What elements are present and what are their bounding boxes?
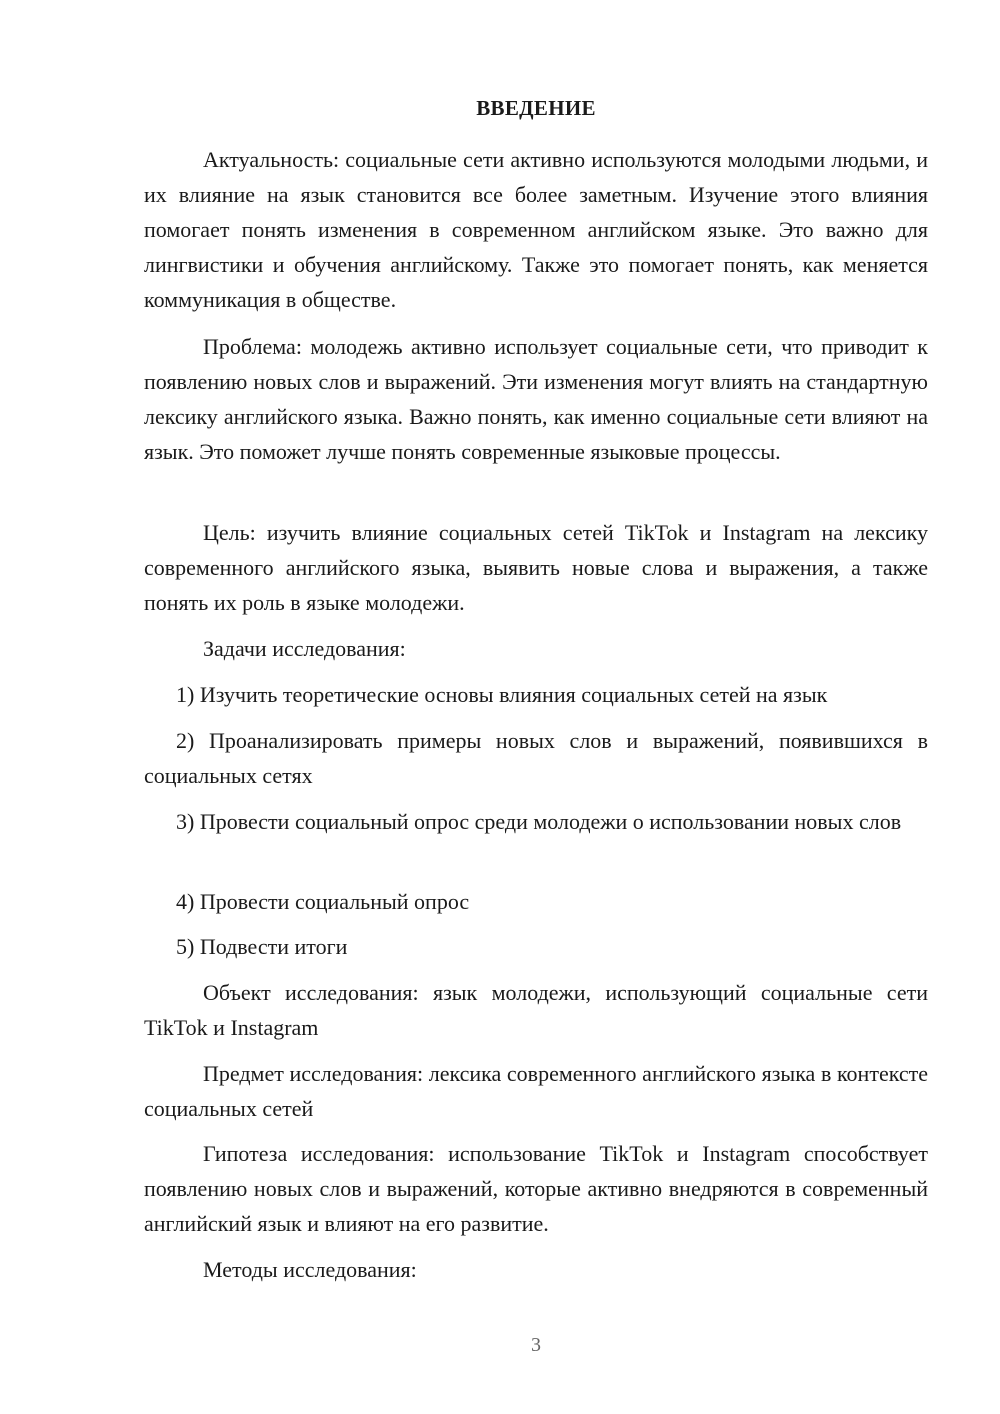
goal-paragraph: Цель: изучить влияние социальных сетей TikTok и Instagram на лексику современного английского языка, выявить новые слова и выражения, а также понять их роль в языке молодежи.: [144, 520, 928, 615]
methods-paragraph: Методы исследования:: [203, 1257, 417, 1282]
task-item-3: 3) Провести социальный опрос среди молодежи о использовании новых слов: [176, 809, 902, 834]
object-paragraph: Объект исследования: язык молодежи, использующий социальные сети TikTok и Instagram: [144, 980, 928, 1040]
task-item-5: 5) Подвести итоги: [176, 934, 348, 959]
tasks-heading: Задачи исследования:: [203, 636, 406, 661]
relevance-paragraph: Актуальность: социальные сети активно используются молодыми людьми, и их влияние на язык становится все более заметным. Изучение этого влияния помогает понять изменения в современном английском языке. Это важно для лингвистики и обучения английскому. Также это помогает понять, как меняется коммуникация в обществе.: [144, 147, 928, 312]
page-number: 3: [531, 1334, 541, 1356]
section-heading: ВВЕДЕНИЕ: [476, 96, 596, 120]
task-item-4: 4) Провести социальный опрос: [176, 889, 470, 914]
subject-paragraph: Предмет исследования: лексика современного английского языка в контексте социальных сетей: [144, 1061, 928, 1121]
problem-paragraph: Проблема: молодежь активно использует социальные сети, что приводит к появлению новых слов и выражений. Эти изменения могут влиять на стандартную лексику английского языка. Важно понять, как именно социальные сети влияют на язык. Это поможет лучше понять современные языковые процессы.: [144, 334, 928, 464]
hypothesis-paragraph: Гипотеза исследования: использование TikTok и Instagram способствует появлению новых слов и выражений, которые активно внедряются в современный английский язык и влияют на его развитие.: [144, 1141, 928, 1236]
task-item-1: 1) Изучить теоретические основы влияния социальных сетей на язык: [176, 682, 828, 707]
task-item-2: 2) Проанализировать примеры новых слов и выражений, появившихся в социальных сетях: [144, 728, 928, 788]
